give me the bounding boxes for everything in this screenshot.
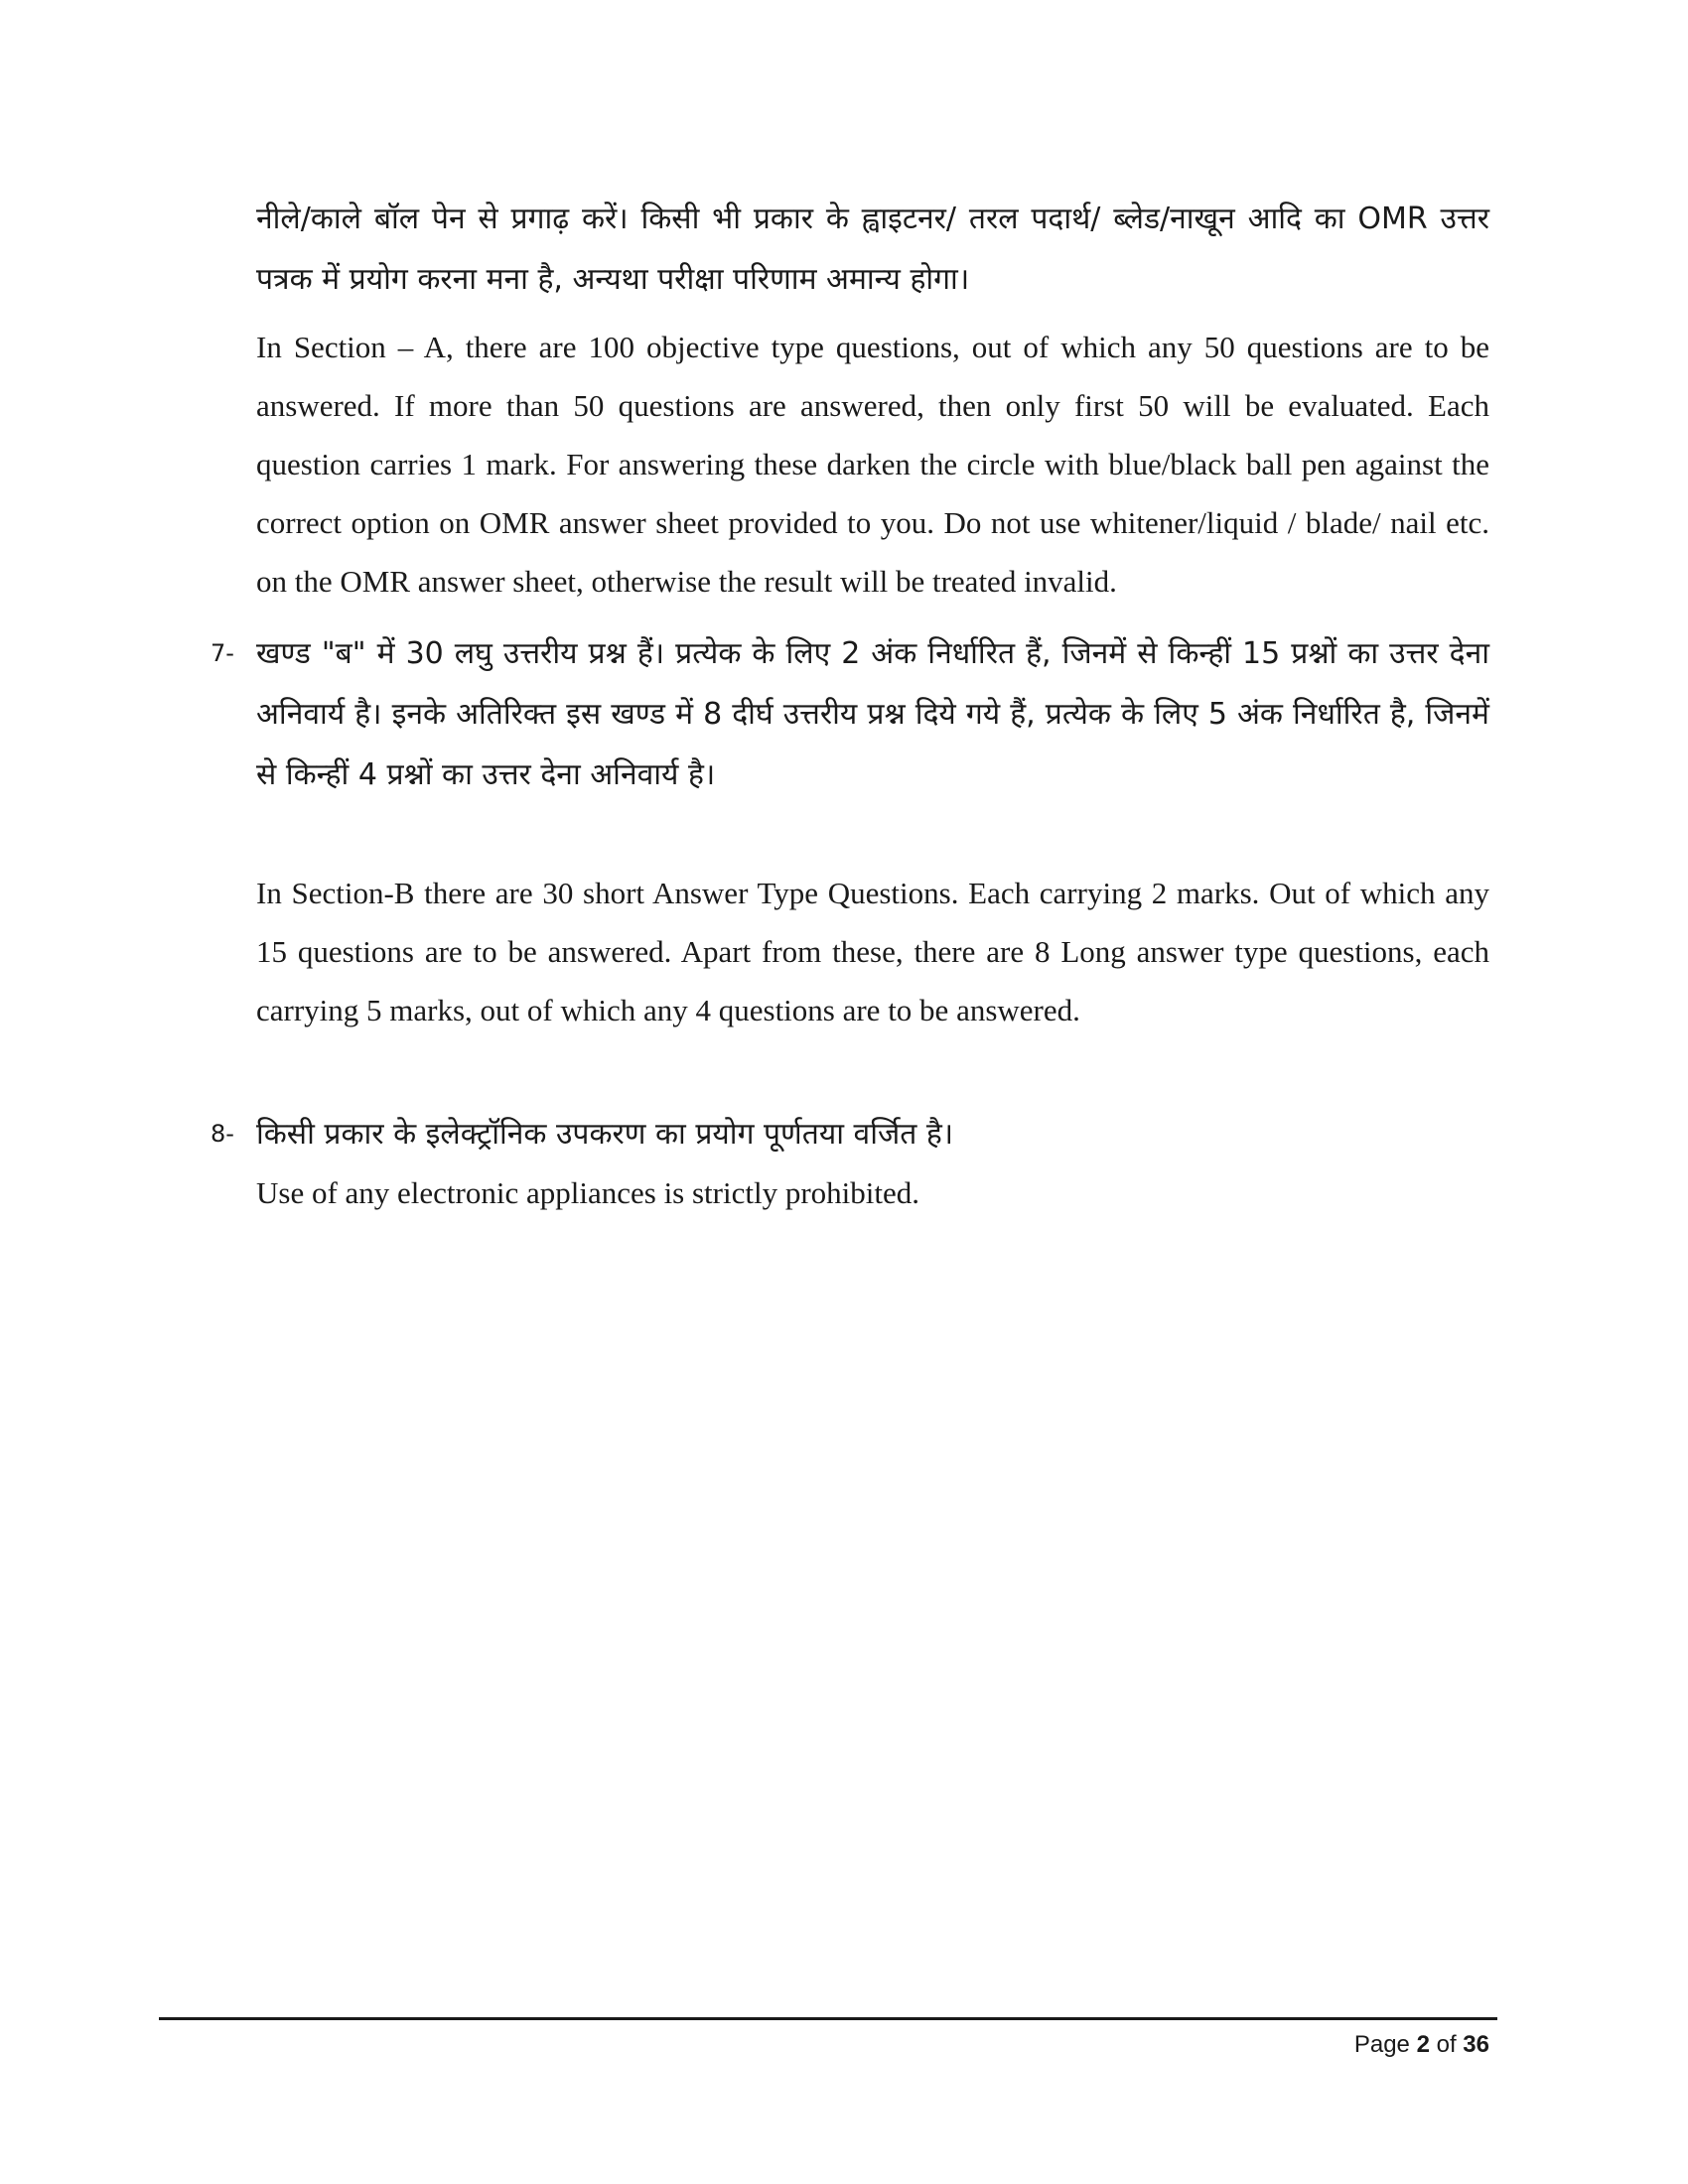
intro-english-text: In Section – A, there are 100 objective type questions, out of which any 50 questions are to be answered. If more than 50 questions are answered, then only first 50 will be evaluated. Each question carries 1 mark. For answering these darken the circle with blue/black ball pen against the correct option on OMR answer sheet provided to you. Do not use whitener/liquid / blade/ nail etc. on the OMR answer sheet, otherwise the result will be treated invalid. xyxy=(256,330,1489,599)
item-8-english-text: Use of any electronic appliances is strictly prohibited. xyxy=(256,1175,920,1210)
page-footer xyxy=(1192,2025,1489,2065)
footer-of-word: of xyxy=(1436,2031,1457,2058)
item-7-number: 7- xyxy=(211,639,234,667)
footer-page-word: Page xyxy=(1353,2031,1410,2058)
item-8-hindi-text: किसी प्रकार के इलेक्ट्रॉनिक उपकरण का प्रयोग पूर्णतया वर्जित है। xyxy=(256,1117,954,1152)
item-8-number: 8- xyxy=(211,1120,234,1148)
item-7-english-text: In Section-B there are 30 short Answer Type Questions. Each carrying 2 marks. Out of which any 15 questions are to be answered. Apart from these, there are 8 Long answer type questions, each carrying 5 marks, out of which any 4 questions are to be answered. xyxy=(256,876,1489,1027)
item-7-hindi-text: खण्ड "ब" में 30 लघु उत्तरीय प्रश्न हैं। प्रत्येक के लिए 2 अंक निर्धारित हैं, जिनमें से किन्हीं 15 प्रश्नों का उत्तर देना अनिवार्य है। इनके अतिरिक्त इस खण्ड में 8 दीर्घ उत्तरीय प्रश्न दिये गये हैं, प्रत्येक के लिए 5 अंक निर्धारित है, जिनमें से किन्हीं 4 प्रश्नों का उत्तर देना अनिवार्य है। xyxy=(256,636,1489,792)
footer-rule xyxy=(159,2017,1497,2020)
footer-current-page: 2 xyxy=(1416,2031,1430,2058)
intro-hindi-text: नीले/काले बॉल पेन से प्रगाढ़ करें। किसी भी प्रकार के ह्वाइटनर/ तरल पदार्थ/ ब्लेड/नाखून आदि का OMR उत्तर पत्रक में प्रयोग करना मना है, अन्यथा परीक्षा परिणाम अमान्य होगा। xyxy=(256,202,1489,297)
footer-total-pages: 36 xyxy=(1463,2031,1489,2058)
